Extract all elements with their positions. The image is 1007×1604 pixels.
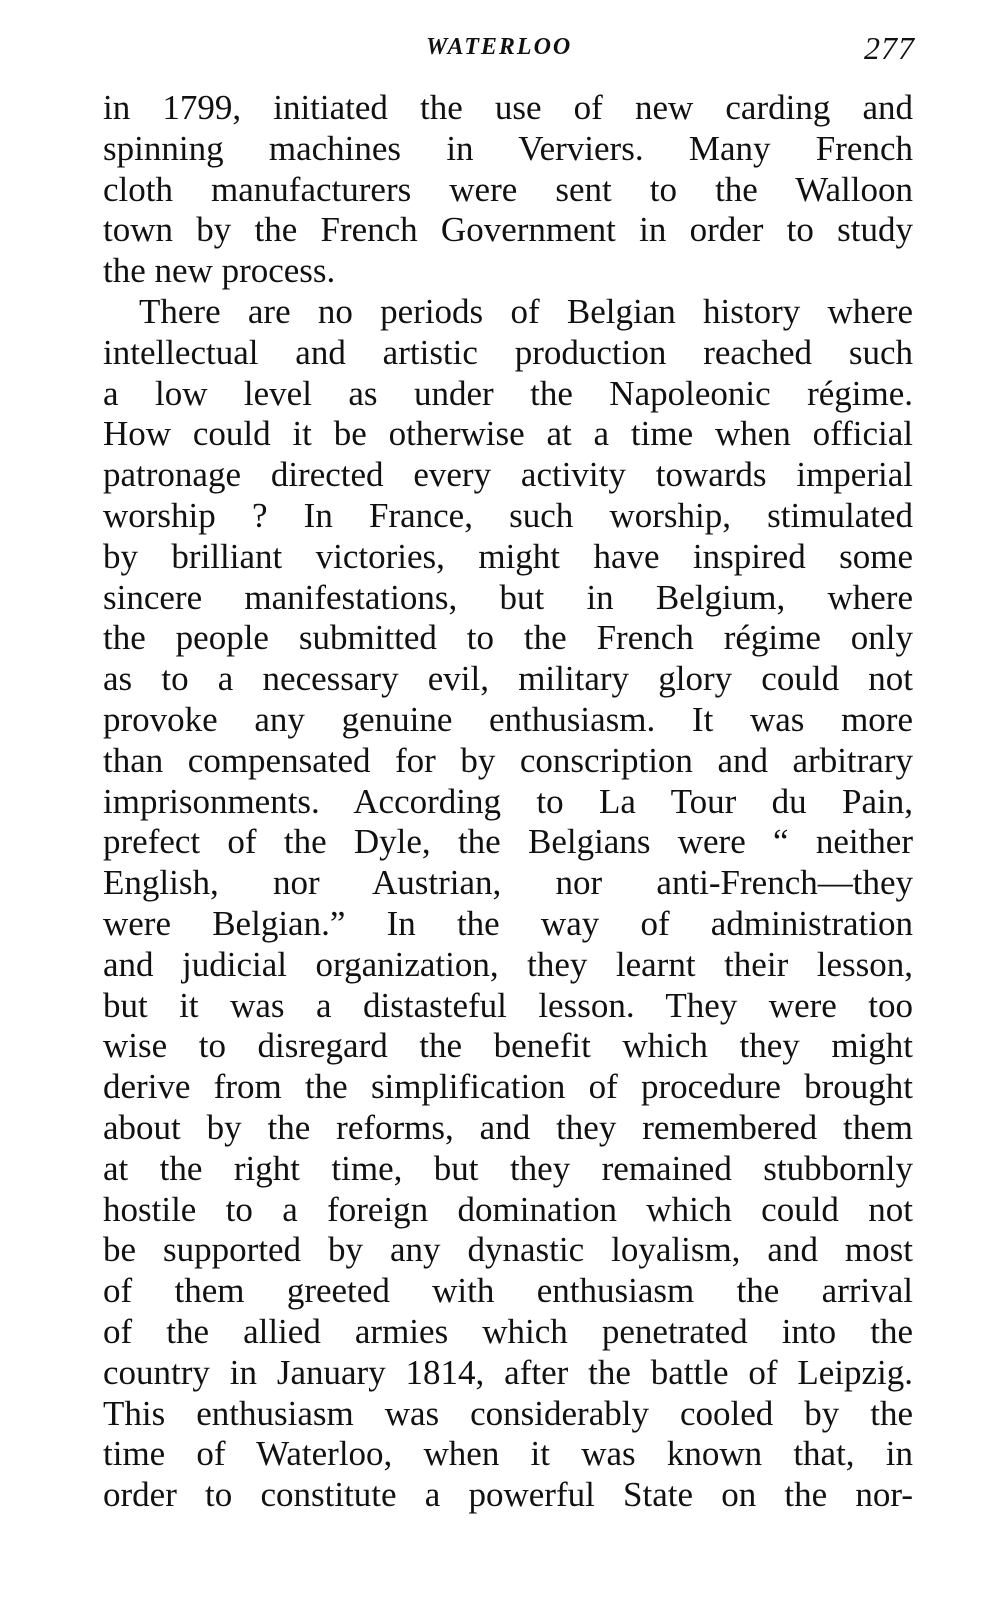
text-line: intellectual and artistic production reached such	[103, 332, 913, 372]
page-number: 277	[864, 30, 915, 66]
text-line: be supported by any dynastic loyalism, and most	[103, 1230, 913, 1270]
text-line: worship ? In France, such worship, stimulated	[103, 495, 913, 535]
text-line: hostile to a foreign domination which could not	[103, 1189, 913, 1229]
text-line: than compensated for by conscription and arbitrary	[103, 740, 913, 780]
text-line: time of Waterloo, when it was known that, in	[103, 1434, 913, 1474]
text-line: imprisonments. According to La Tour du Pain,	[103, 781, 913, 821]
text-line: derive from the simplification of procedure brought	[103, 1067, 913, 1107]
text-line: prefect of the Dyle, the Belgians were “ neither	[103, 822, 913, 862]
text-line: by brilliant victories, might have inspired some	[103, 536, 913, 576]
text-line: a low level as under the Napoleonic régime.	[103, 373, 913, 413]
text-line: wise to disregard the benefit which they might	[103, 1026, 913, 1066]
text-line: sincere manifestations, but in Belgium, where	[103, 577, 913, 617]
text-line: the new process.	[103, 251, 336, 291]
text-line: How could it be otherwise at a time when official	[103, 414, 913, 454]
text-line: order to constitute a powerful State on the nor-	[103, 1475, 913, 1515]
text-line: provoke any genuine enthusiasm. It was more	[103, 699, 913, 739]
text-line: about by the reforms, and they remembered them	[103, 1107, 913, 1147]
body-text	[103, 88, 913, 1516]
text-line: at the right time, but they remained stubbornly	[103, 1148, 913, 1188]
text-line: patronage directed every activity towards imperial	[103, 455, 913, 495]
text-line: spinning machines in Verviers. Many French	[103, 128, 913, 168]
text-line: town by the French Government in order to study	[103, 210, 913, 250]
text-line: of them greeted with enthusiasm the arrival	[103, 1271, 913, 1311]
text-line: as to a necessary evil, military glory could not	[103, 659, 913, 699]
running-title: WATERLOO	[426, 34, 573, 60]
text-line: and judicial organization, they learnt their lesson,	[103, 944, 913, 984]
text-line: of the allied armies which penetrated into the	[103, 1311, 913, 1351]
text-line: This enthusiasm was considerably cooled by the	[103, 1393, 913, 1433]
text-line: in 1799, initiated the use of new carding and	[103, 88, 913, 127]
text-line: English, nor Austrian, nor anti-French—they	[103, 863, 913, 903]
running-head	[0, 30, 1007, 70]
text-line: but it was a distasteful lesson. They were too	[103, 985, 913, 1025]
text-line: the people submitted to the French régime only	[103, 618, 913, 658]
paragraph-start-line: There are no periods of Belgian history where	[139, 291, 913, 331]
text-line: were Belgian.” In the way of administration	[103, 903, 913, 943]
text-line: country in January 1814, after the battle of Leipzig.	[103, 1352, 913, 1392]
text-line: cloth manufacturers were sent to the Walloon	[103, 169, 913, 209]
